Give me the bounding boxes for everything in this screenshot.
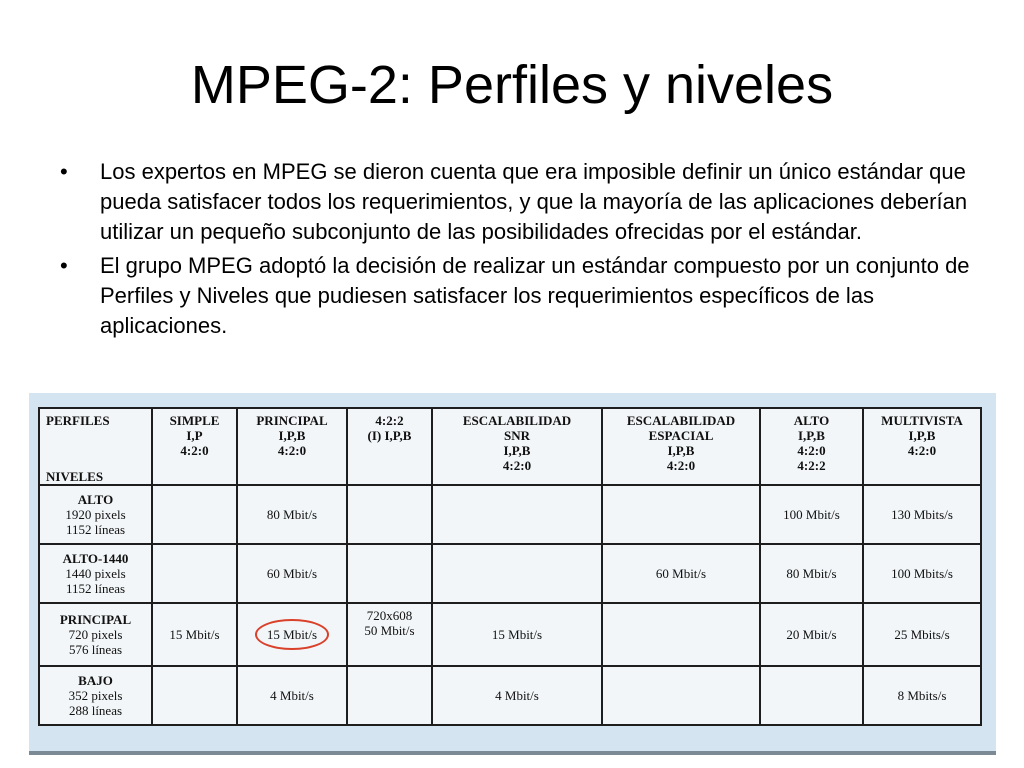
profile-header-simple bbox=[152, 408, 237, 485]
level-resolution: 1920 pixels bbox=[65, 507, 126, 522]
rate-cell: 60 Mbit/s bbox=[237, 544, 347, 603]
profile-header-line: 4:2:0 bbox=[502, 458, 532, 473]
level-cell bbox=[39, 485, 152, 544]
bullet-icon: • bbox=[60, 253, 68, 278]
profile-header-line: ESCALABILIDAD bbox=[462, 413, 572, 428]
rate-cell bbox=[152, 666, 237, 725]
rate-cell bbox=[432, 485, 602, 544]
profile-header-line: 4:2:0 bbox=[666, 458, 696, 473]
profile-header-line: I,P,B bbox=[503, 443, 531, 458]
profile-header-alto bbox=[760, 408, 863, 485]
rate-cell: 100 Mbits/s bbox=[863, 544, 981, 603]
rate-cell: 4 Mbit/s bbox=[237, 666, 347, 725]
rate-cell bbox=[602, 666, 760, 725]
profile-header-422 bbox=[347, 408, 432, 485]
rate-cell bbox=[347, 544, 432, 603]
rate-cell: 720x608 50 Mbit/s bbox=[347, 603, 432, 666]
rate-cell bbox=[602, 603, 760, 666]
profile-header-line: I,P,B bbox=[798, 428, 825, 443]
rate-cell: 80 Mbit/s bbox=[760, 544, 863, 603]
profile-header-line: I,P,B bbox=[278, 428, 306, 443]
rate-cell: 80 Mbit/s bbox=[237, 485, 347, 544]
level-name: ALTO-1440 bbox=[62, 551, 129, 566]
level-resolution: 1440 pixels bbox=[65, 566, 126, 581]
bullet-item bbox=[56, 251, 996, 341]
profile-header-multivista bbox=[863, 408, 981, 485]
level-lines: 288 líneas bbox=[68, 703, 123, 718]
rate-cell: 15 Mbit/s bbox=[152, 603, 237, 666]
rate-cell bbox=[602, 485, 760, 544]
table-row-alto bbox=[39, 485, 981, 544]
slide-title: MPEG-2: Perfiles y niveles bbox=[190, 55, 834, 115]
profile-header-line: I,P,B bbox=[908, 428, 936, 443]
profile-header-espacial bbox=[602, 408, 760, 485]
table-row-bajo bbox=[39, 666, 981, 725]
rate-cell: 4 Mbit/s bbox=[432, 666, 602, 725]
level-cell bbox=[39, 666, 152, 725]
profile-header-line: ALTO bbox=[793, 413, 830, 428]
level-resolution: 720 pixels bbox=[68, 627, 123, 642]
profile-header-line: PRINCIPAL bbox=[256, 413, 328, 428]
corner-header-cell bbox=[39, 408, 152, 485]
rate-cell: 25 Mbits/s bbox=[863, 603, 981, 666]
level-cell bbox=[39, 544, 152, 603]
rate-cell bbox=[152, 544, 237, 603]
level-name: BAJO bbox=[78, 673, 113, 688]
profiles-levels-table bbox=[38, 407, 982, 726]
profile-header-line: I,P,B bbox=[667, 443, 695, 458]
bullet-item bbox=[56, 157, 996, 247]
profile-header-line: I,P bbox=[186, 428, 203, 443]
rate-cell bbox=[347, 485, 432, 544]
table-row-alto-1440 bbox=[39, 544, 981, 603]
profile-header-line: SIMPLE bbox=[169, 413, 220, 428]
level-lines: 1152 líneas bbox=[65, 522, 126, 537]
profile-header-line: MULTIVISTA bbox=[881, 413, 963, 428]
profile-header-line: 4:2:0 bbox=[797, 443, 826, 458]
rate-cell: 130 Mbits/s bbox=[863, 485, 981, 544]
level-lines: 1152 líneas bbox=[65, 581, 126, 596]
profile-header-line: 4:2:0 bbox=[907, 443, 937, 458]
profile-header-line: 4:2:0 bbox=[180, 443, 209, 458]
level-name: PRINCIPAL bbox=[59, 612, 132, 627]
profile-header-line: (I) I,P,B bbox=[367, 428, 412, 443]
level-resolution: 352 pixels bbox=[68, 688, 123, 703]
profile-header-line: ESPACIAL bbox=[648, 428, 714, 443]
rate-cell: 100 Mbit/s bbox=[760, 485, 863, 544]
rate-cell bbox=[347, 666, 432, 725]
rate-cell bbox=[760, 666, 863, 725]
bullet-text: El grupo MPEG adoptó la decisión de realizar un estándar compuesto por un conjunto de Perfiles y Niveles que pudiesen satisfacer los requerimientos específicos de las aplicaciones. bbox=[100, 253, 970, 338]
highlight-circle: 15 Mbit/s bbox=[255, 619, 329, 650]
profile-header-line: 4:2:2 bbox=[797, 458, 826, 473]
rate-cell bbox=[432, 544, 602, 603]
profile-header-line: 4:2:2 bbox=[375, 413, 404, 428]
profile-header-line: 4:2:0 bbox=[277, 443, 307, 458]
profile-header-line: ESCALABILIDAD bbox=[626, 413, 736, 428]
bullet-icon: • bbox=[60, 159, 68, 184]
bullet-text: Los expertos en MPEG se dieron cuenta que era imposible definir un único estándar que pueda satisfacer todos los requerimientos, y que la mayoría de las aplicaciones deberían utilizar un pequeño subconjunto de las posibilidades ofrecidas por el estándar. bbox=[100, 159, 968, 244]
rate-cell: 8 Mbits/s bbox=[863, 666, 981, 725]
rate-cell: 20 Mbit/s bbox=[760, 603, 863, 666]
profiles-levels-table-image bbox=[29, 393, 996, 755]
cropped-caption-strip bbox=[29, 751, 996, 755]
level-lines: 576 líneas bbox=[68, 642, 123, 657]
level-cell bbox=[39, 603, 152, 666]
bullet-list bbox=[56, 157, 996, 345]
corner-levels-label: NIVELES bbox=[46, 469, 104, 484]
corner-profiles-label: PERFILES bbox=[46, 413, 110, 428]
profile-header-line: SNR bbox=[503, 428, 530, 443]
table-header-row bbox=[39, 408, 981, 485]
rate-cell-highlighted bbox=[237, 603, 347, 666]
rate-cell: 60 Mbit/s bbox=[602, 544, 760, 603]
profile-header-snr bbox=[432, 408, 602, 485]
profile-header-principal bbox=[237, 408, 347, 485]
rate-cell: 15 Mbit/s bbox=[432, 603, 602, 666]
rate-cell bbox=[152, 485, 237, 544]
level-name: ALTO bbox=[77, 492, 114, 507]
table-row-principal bbox=[39, 603, 981, 666]
